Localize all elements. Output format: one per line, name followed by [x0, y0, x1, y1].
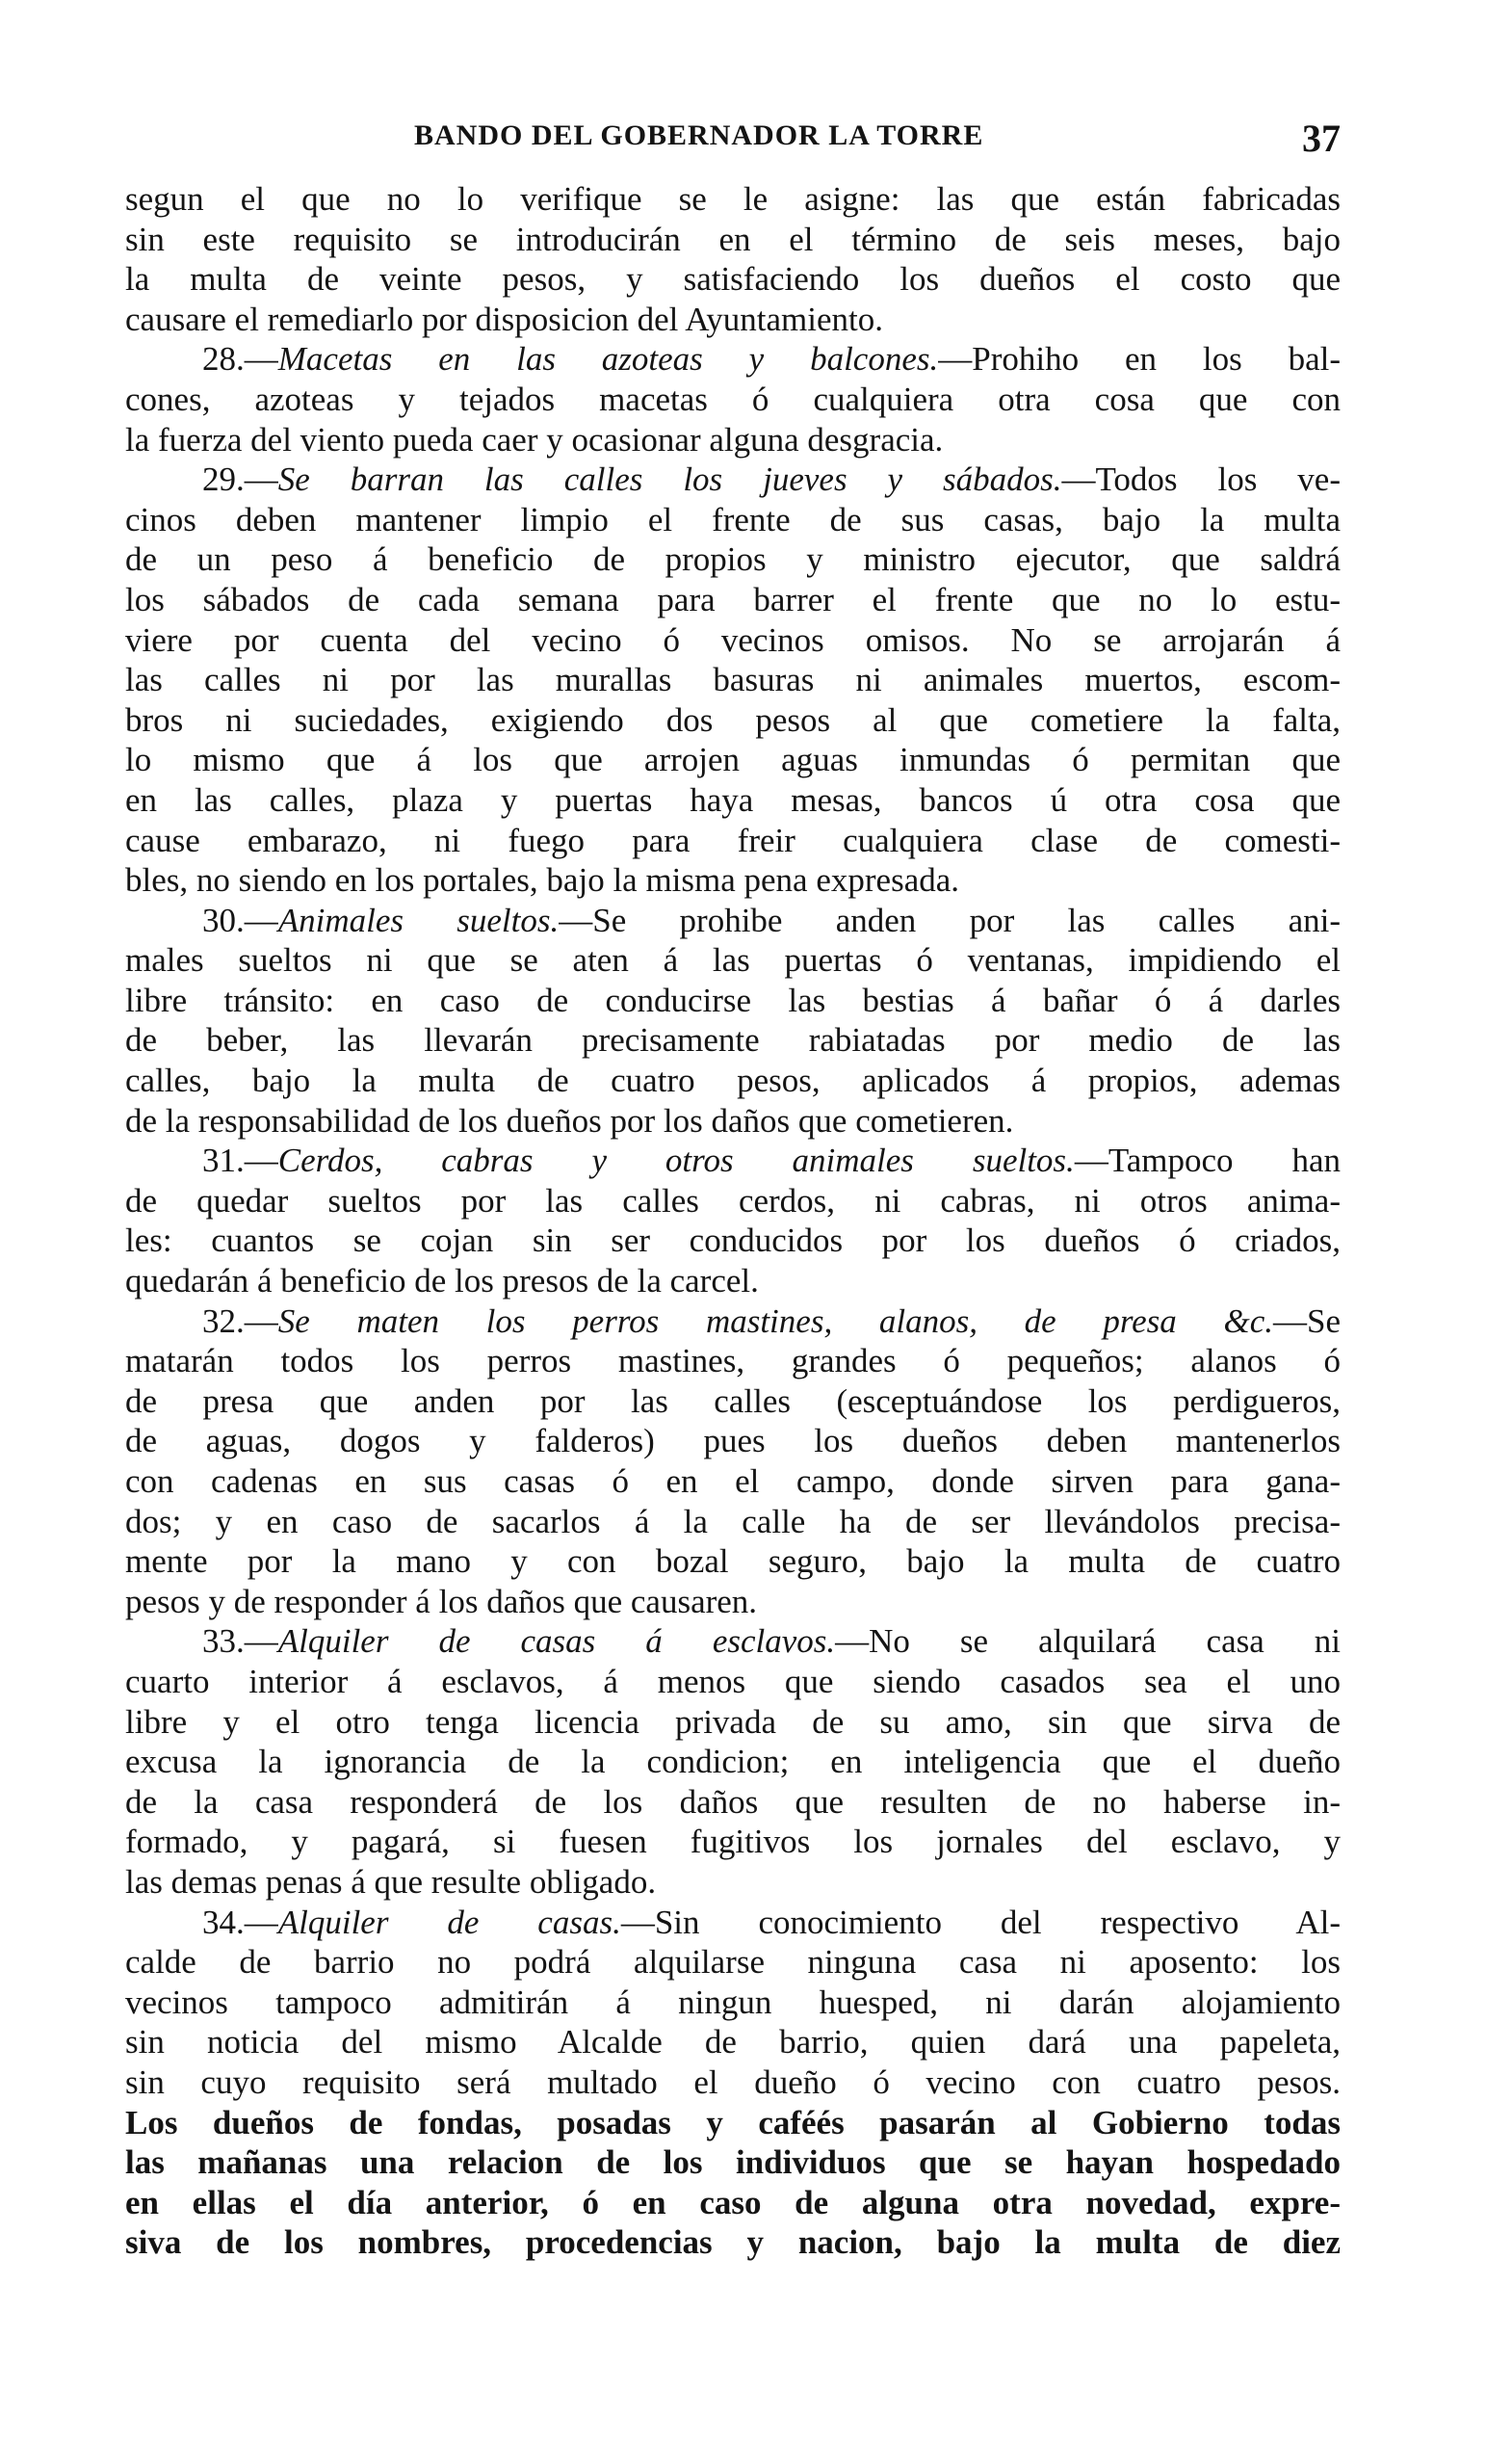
line-text: en ellas el día anterior, ó en caso de alguna otra novedad, expre-: [125, 2183, 1341, 2221]
text-line: [125, 2062, 1341, 2103]
line-text: 28.—: [202, 340, 278, 379]
line-text: libre tránsito: en caso de conducirse las bestias á bañar ó á darles: [125, 981, 1341, 1019]
section-heading: Se barran las calles los jueves y sábados.: [277, 460, 1062, 499]
text-line: [125, 780, 1341, 821]
line-text: Los dueños de fondas, posadas y caféés pasarán al Gobierno todas: [125, 2103, 1341, 2141]
line-text: vecinos tampoco admitirán á ningun huesped, ni darán alojamiento: [125, 1983, 1341, 2021]
line-text: la multa de veinte pesos, y satisfaciendo los dueños el costo que: [125, 260, 1341, 299]
line-text: las calles ni por las murallas basuras ni animales muertos, escom-: [125, 661, 1341, 699]
line-text: bros ni suciedades, exigiendo dos pesos al que cometiere la falta,: [125, 700, 1341, 739]
text-line: [125, 1582, 1341, 1622]
text-line: [125, 860, 1341, 901]
text-line: [125, 1662, 1341, 1702]
line-text: de quedar sueltos por las calles cerdos, ni cabras, ni otros anima-: [125, 1181, 1341, 1220]
line-text: de beber, las llevarán precisamente rabiatadas por medio de las: [125, 1021, 1341, 1060]
text-line: [125, 901, 1341, 941]
text-line: [125, 700, 1341, 741]
text-line: [125, 1942, 1341, 1983]
line-text: excusa la ignorancia de la condicion; en inteligencia que el dueño: [125, 1743, 1341, 1781]
text-line: [125, 1221, 1341, 1261]
line-text: de presa que anden por las calles (esceptuándose los perdigueros,: [125, 1381, 1341, 1420]
text-line: [125, 1181, 1341, 1222]
line-text: sin cuyo requisito será multado el dueño ó vecino con cuatro pesos.: [125, 2062, 1341, 2101]
line-text: las demas penas á que resulte obligado.: [125, 1862, 657, 1901]
section-heading: Animales sueltos.: [277, 901, 560, 939]
line-text: mente por la mano y con bozal seguro, bajo la multa de cuatro: [125, 1542, 1341, 1581]
text-line: [125, 620, 1341, 661]
line-text: lo mismo que á los que arrojen aguas inmundas ó permitan que: [125, 741, 1341, 779]
page-header: [125, 116, 1341, 173]
text-line: [125, 1621, 1341, 1662]
line-text: 34.—: [202, 1903, 278, 1941]
line-text: cuarto interior á esclavos, á menos que siendo casados sea el uno: [125, 1662, 1341, 1700]
line-text: 31.—: [202, 1142, 278, 1180]
line-text: —Sin conocimiento del respectivo Al-: [620, 1903, 1341, 1941]
text-line: [125, 300, 1341, 340]
text-line: [125, 2022, 1341, 2062]
line-text: segun el que no lo verifique se le asigne: las que están fabricadas: [125, 180, 1341, 218]
body-text: [125, 179, 1341, 2263]
line-text: dos; y en caso de sacarlos á la calle ha de ser llevándolos precisa-: [125, 1502, 1341, 1540]
line-text: de aguas, dogos y falderos) pues los dueños deben mantenerlos: [125, 1422, 1341, 1460]
line-text: —Todos los ve-: [1061, 460, 1341, 499]
line-text: libre y el otro tenga licencia privada de su amo, sin que sirva de: [125, 1702, 1341, 1741]
line-text: de la responsabilidad de los dueños por los daños que cometieren.: [125, 1101, 1014, 1140]
line-text: males sueltos ni que se aten á las puertas ó ventanas, impidiendo el: [125, 941, 1341, 980]
line-text: causare el remediarlo por disposicion del Ayuntamiento.: [125, 300, 883, 338]
text-line: [125, 1261, 1341, 1301]
text-line: [125, 1742, 1341, 1782]
line-text: pesos y de responder á los daños que causaren.: [125, 1582, 758, 1620]
text-line: [125, 1421, 1341, 1461]
line-text: sin noticia del mismo Alcalde de barrio, quien dará una papeleta,: [125, 2023, 1341, 2062]
text-line: [125, 1020, 1341, 1061]
text-line: [125, 259, 1341, 300]
text-line: [125, 1381, 1341, 1422]
text-line: [125, 2142, 1341, 2183]
text-line: [125, 1541, 1341, 1582]
line-text: —Prohiho en los bal-: [938, 340, 1341, 379]
section-heading: Alquiler de casas á esclavos.: [277, 1622, 836, 1661]
text-line: [125, 460, 1341, 500]
text-line: [125, 339, 1341, 380]
line-text: cones, azoteas y tejados macetas ó cualquiera otra cosa que con: [125, 380, 1341, 418]
line-text: —Se prohibe anden por las calles ani-: [559, 901, 1341, 939]
text-line: [125, 1782, 1341, 1823]
text-line: [125, 2183, 1341, 2223]
line-text: —Tampoco han: [1074, 1142, 1341, 1180]
text-line: [125, 1061, 1341, 1101]
text-line: [125, 821, 1341, 861]
running-head: BANDO DEL GOBERNADOR LA TORRE: [414, 119, 984, 151]
line-text: con cadenas en sus casas ó en el campo, donde sirven para gana-: [125, 1462, 1341, 1500]
line-text: 32.—: [202, 1301, 278, 1340]
text-line: [125, 1301, 1341, 1342]
text-line: [125, 1822, 1341, 1862]
text-line: [125, 1903, 1341, 1943]
section-heading: Alquiler de casas.: [277, 1903, 621, 1941]
text-line: [125, 2222, 1341, 2263]
line-text: de un peso á beneficio de propios y ministro ejecutor, que saldrá: [125, 540, 1341, 579]
line-text: les: cuantos se cojan sin ser conducidos por los dueños ó criados,: [125, 1222, 1341, 1260]
line-text: calles, bajo la multa de cuatro pesos, aplicados á propios, ademas: [125, 1062, 1341, 1100]
line-text: 30.—: [202, 901, 278, 939]
text-line: [125, 981, 1341, 1021]
line-text: bles, no siendo en los portales, bajo la misma pena expresada.: [125, 861, 960, 900]
line-text: en las calles, plaza y puertas haya mesas, bancos ú otra cosa que: [125, 780, 1341, 819]
text-line: [125, 1461, 1341, 1502]
line-text: viere por cuenta del vecino ó vecinos omisos. No se arrojarán á: [125, 620, 1341, 659]
line-text: cinos deben mantener limpio el frente de sus casas, bajo la multa: [125, 500, 1341, 539]
line-text: formado, y pagará, si fuesen fugitivos los jornales del esclavo, y: [125, 1823, 1341, 1861]
text-line: [125, 179, 1341, 220]
line-text: —Se: [1273, 1301, 1341, 1340]
line-text: 33.—: [202, 1622, 278, 1661]
line-text: los sábados de cada semana para barrer el frente que no lo estu-: [125, 580, 1341, 618]
line-text: 29.—: [202, 460, 278, 499]
line-text: de la casa responderá de los daños que resulten de no haberse in-: [125, 1782, 1341, 1821]
line-text: —No se alquilará casa ni: [835, 1622, 1341, 1661]
text-line: [125, 500, 1341, 540]
line-text: matarán todos los perros mastines, grandes ó pequeños; alanos ó: [125, 1342, 1341, 1380]
text-line: [125, 1341, 1341, 1381]
text-line: [125, 1502, 1341, 1542]
text-line: [125, 539, 1341, 580]
text-line: [125, 740, 1341, 780]
text-line: [125, 1983, 1341, 2023]
line-text: sin este requisito se introducirán en el término de seis meses, bajo: [125, 220, 1341, 258]
section-heading: Se maten los perros mastines, alanos, de presa &c.: [277, 1301, 1273, 1340]
text-line: [125, 580, 1341, 620]
text-line: [125, 1101, 1341, 1142]
section-heading: Macetas en las azoteas y balcones.: [277, 340, 939, 379]
text-line: [125, 1141, 1341, 1181]
page-number: 37: [1302, 117, 1341, 160]
text-line: [125, 940, 1341, 981]
line-text: las mañanas una relacion de los individuos que se hayan hospedado: [125, 2143, 1341, 2182]
line-text: quedarán á beneficio de los presos de la carcel.: [125, 1262, 759, 1300]
text-line: [125, 220, 1341, 260]
line-text: la fuerza del viento pueda caer y ocasionar alguna desgracia.: [125, 420, 944, 459]
line-text: siva de los nombres, procedencias y nacion, bajo la multa de diez: [125, 2223, 1341, 2262]
text-line: [125, 420, 1341, 460]
line-text: cause embarazo, ni fuego para freir cualquiera clase de comesti-: [125, 821, 1341, 859]
section-heading: Cerdos, cabras y otros animales sueltos.: [277, 1142, 1075, 1180]
text-line: [125, 380, 1341, 420]
text-line: [125, 660, 1341, 700]
text-line: [125, 1702, 1341, 1743]
line-text: calde de barrio no podrá alquilarse ninguna casa ni aposento: los: [125, 1943, 1341, 1982]
text-line: [125, 1862, 1341, 1903]
text-line: [125, 2103, 1341, 2143]
